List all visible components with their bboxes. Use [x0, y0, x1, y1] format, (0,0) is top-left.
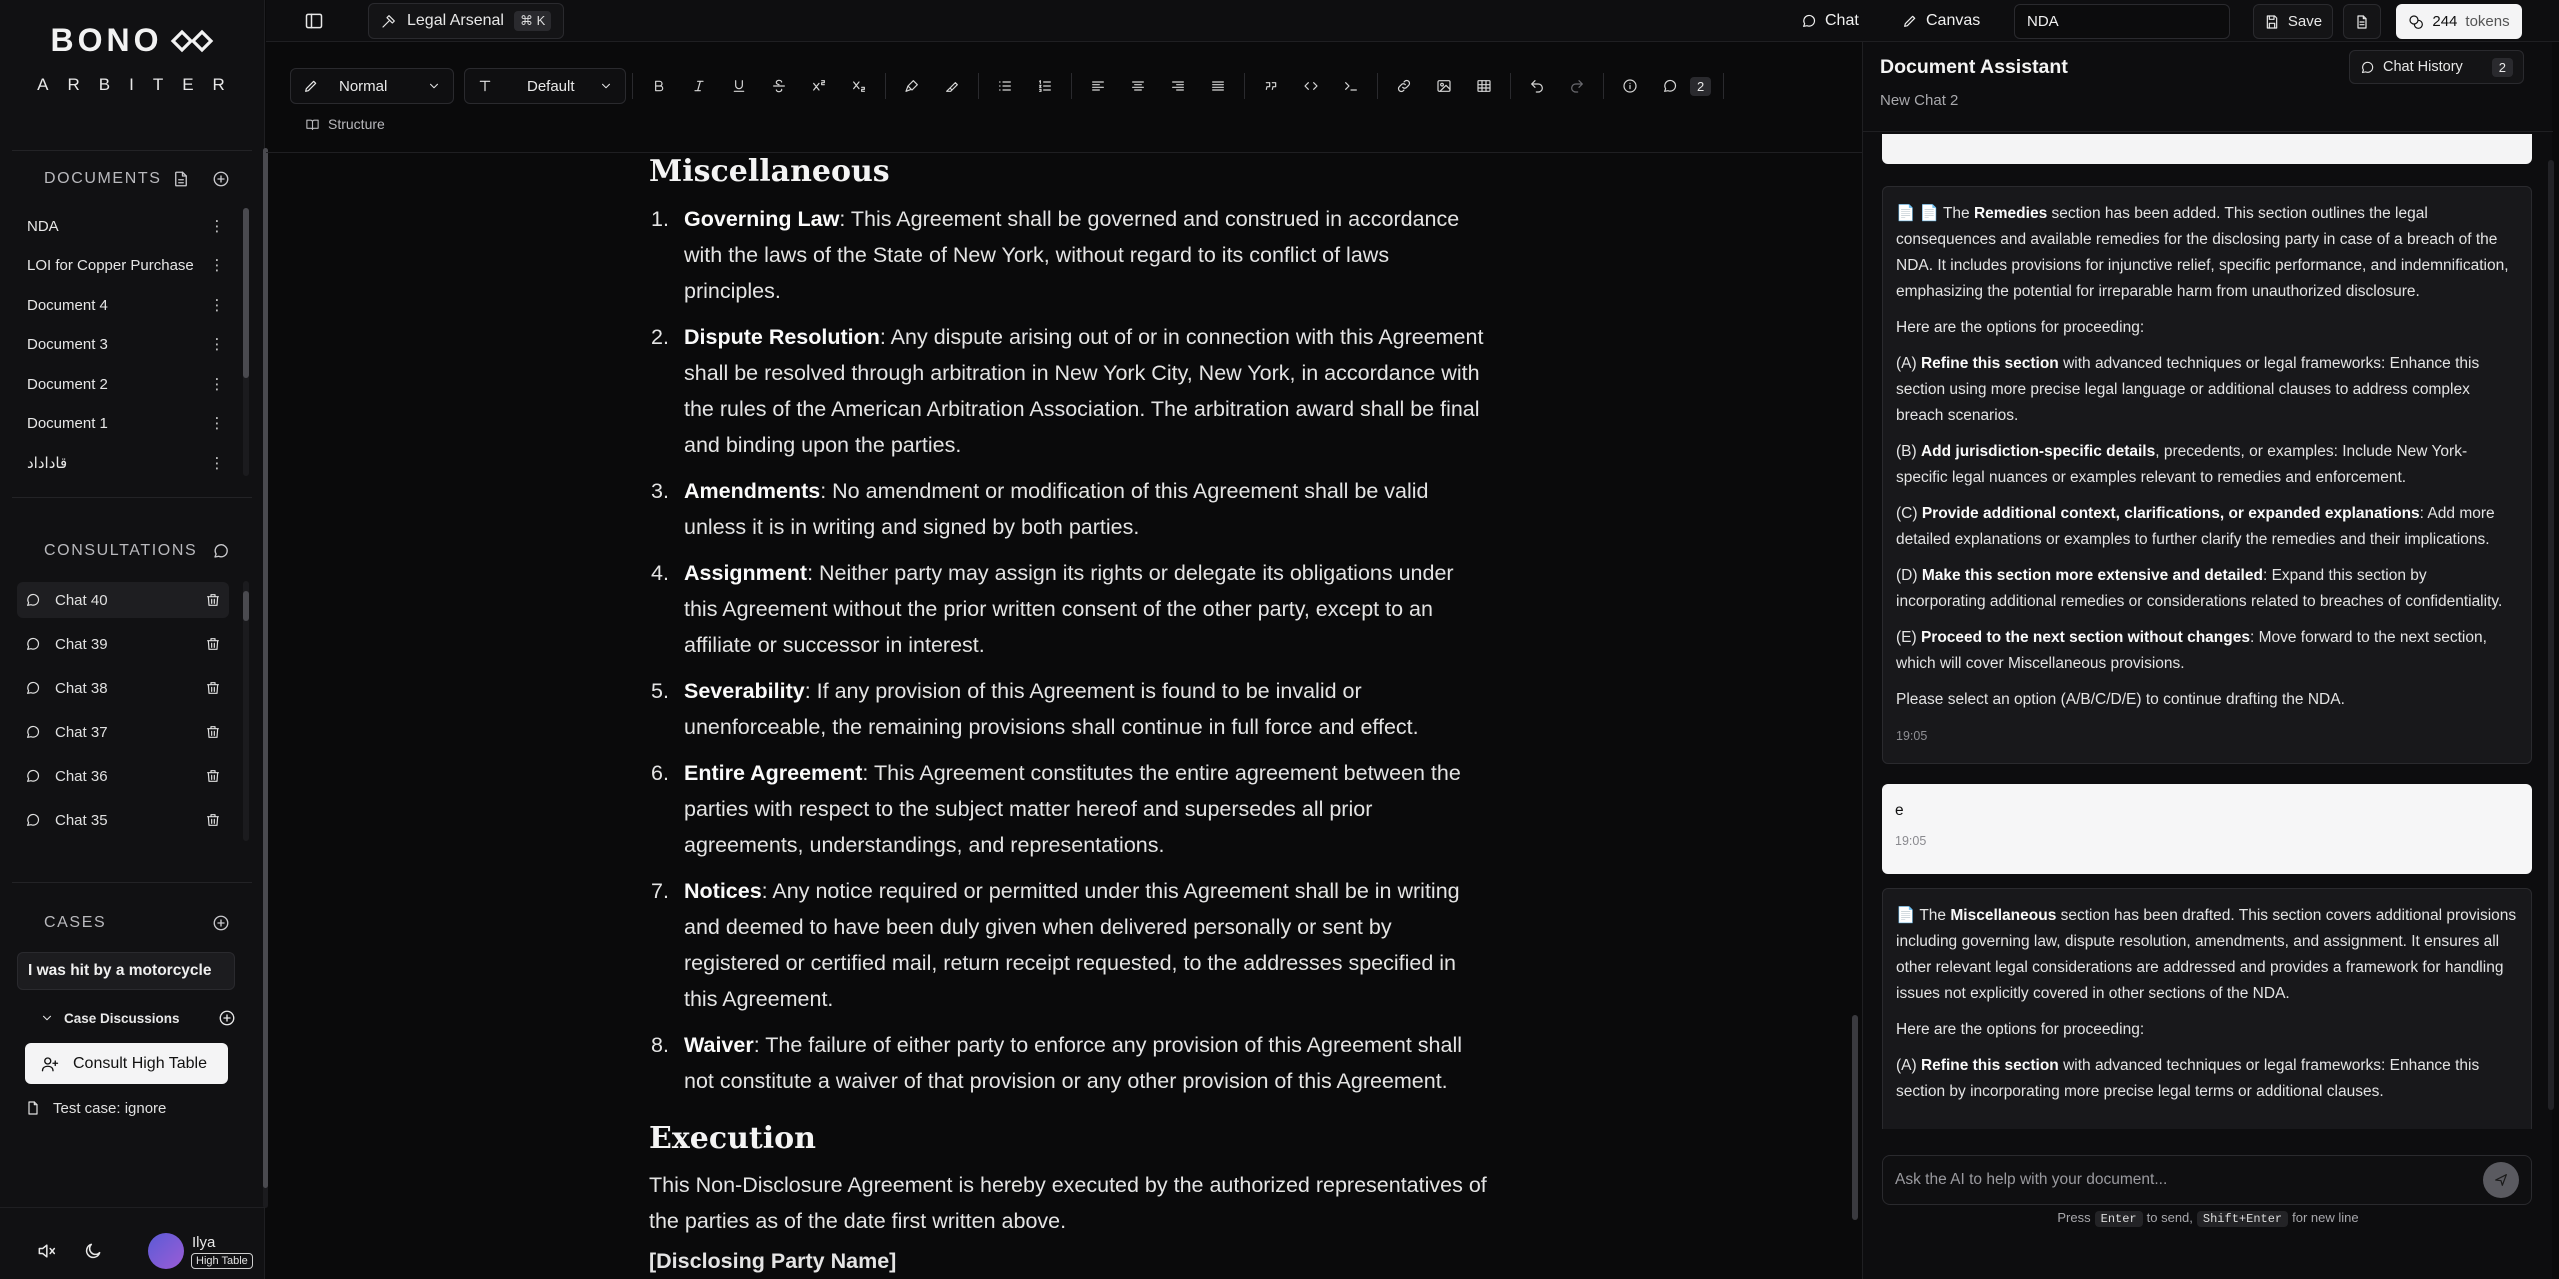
strikethrough-icon	[771, 78, 787, 94]
align-right-icon	[1170, 78, 1186, 94]
superscript-button[interactable]	[799, 68, 839, 104]
more-options-icon[interactable]: ⋮	[209, 218, 225, 235]
cases-header	[0, 906, 250, 940]
new-chat-icon[interactable]	[212, 542, 230, 560]
italic-icon	[691, 78, 707, 94]
document-info-button[interactable]	[2343, 4, 2381, 39]
tokens-button[interactable]	[2396, 4, 2522, 39]
terminal-icon	[1343, 78, 1359, 94]
trash-icon[interactable]	[205, 724, 221, 740]
list-item: 7. Notices: Any notice required or permitted under this Agreement shall be in writing and deemed to have been duly given when delivered personally or sent by registered or certified mail, return receipt requested, to the addresses specified in this Agreement.	[651, 879, 1460, 1011]
info-icon	[1622, 78, 1638, 94]
assistant-scrollbar[interactable]	[2548, 160, 2554, 1110]
toggle-sidebar-icon[interactable]	[304, 11, 324, 31]
highlighter-icon	[944, 78, 960, 94]
bold-button[interactable]	[639, 68, 679, 104]
canvas-mode-label: Canvas	[1926, 12, 1981, 29]
avatar[interactable]	[148, 1233, 184, 1269]
logo-text: BONO	[50, 22, 163, 58]
documents-title: DOCUMENTS	[44, 170, 162, 187]
list-item: 3. Amendments: No amendment or modification of this Agreement shall be valid unless it is in writing and signed by both parties.	[651, 479, 1429, 539]
quote-icon	[1263, 78, 1279, 94]
assistant-input-box[interactable]	[1882, 1155, 2532, 1205]
more-options-icon[interactable]: ⋮	[209, 415, 225, 432]
align-left-icon	[1090, 78, 1106, 94]
logo-chain-icon	[169, 27, 215, 55]
document-icon: 📄	[1896, 907, 1916, 924]
chat-history-button[interactable]	[2349, 50, 2524, 84]
code-button[interactable]	[1291, 68, 1331, 104]
more-options-icon[interactable]: ⋮	[209, 376, 225, 393]
link-button[interactable]	[1384, 68, 1424, 104]
toolbar-separator	[1510, 73, 1511, 99]
assistant-input[interactable]	[1895, 1171, 2483, 1189]
chat-item-label: Chat 40	[55, 591, 108, 609]
chats-scrollbar[interactable]	[243, 581, 249, 841]
case-item-label: I was hit by a motorcycle	[28, 962, 212, 979]
chat-item-label: Chat 37	[55, 723, 108, 741]
top-bar	[266, 0, 2559, 42]
toolbar-separator	[1723, 73, 1724, 99]
case-discussions-label: Case Discussions	[64, 1010, 180, 1026]
document-item-label: قاداداد	[27, 455, 68, 472]
previous-message-card	[1882, 134, 2532, 164]
consultations-header	[0, 534, 250, 568]
type-icon	[477, 78, 493, 94]
comment-icon	[1662, 78, 1678, 94]
underline-icon	[731, 78, 747, 94]
sidebar	[0, 0, 265, 1279]
bullet-list-button[interactable]	[985, 68, 1025, 104]
table-icon	[1476, 78, 1492, 94]
list-item: 6. Entire Agreement: This Agreement constitutes the entire agreement between the parties with respect to the subject matter hereof and supersedes all prior agreements, understandings, and representations.	[651, 761, 1461, 857]
comments-count-badge: 2	[1690, 77, 1711, 96]
document-item-label: Document 2	[27, 375, 108, 393]
send-button[interactable]	[2483, 1162, 2519, 1198]
case-item[interactable]	[17, 952, 235, 990]
undo-icon	[1529, 78, 1545, 94]
table-button[interactable]	[1464, 68, 1504, 104]
chat-item-label: Chat 36	[55, 767, 108, 785]
new-document-icon[interactable]	[172, 170, 190, 188]
document-item-label: LOI for Copper Purchase	[27, 256, 194, 274]
user-message: e 19:05	[1882, 784, 2532, 874]
toolbar-separator	[1603, 73, 1604, 99]
document-body[interactable]	[649, 152, 1489, 1279]
trash-icon[interactable]	[205, 812, 221, 828]
case-discussions-toggle[interactable]	[40, 1003, 230, 1033]
font-family-value: Default	[527, 77, 575, 95]
undo-button[interactable]	[1517, 68, 1557, 104]
add-case-icon[interactable]	[212, 914, 230, 932]
paint-brush-icon	[904, 78, 920, 94]
chevron-down-icon	[599, 79, 613, 93]
chat-bubble-icon	[25, 724, 41, 740]
miscellaneous-list	[649, 201, 1489, 1099]
structure-label: Structure	[328, 116, 385, 132]
section-heading-miscellaneous: Miscellaneous	[649, 154, 890, 189]
image-button[interactable]	[1424, 68, 1464, 104]
execution-paragraph: This Non-Disclosure Agreement is hereby executed by the authorized representatives of the parties as of the date first written above.	[649, 1173, 1487, 1233]
toolbar-separator	[978, 73, 979, 99]
add-discussion-icon[interactable]	[218, 1009, 236, 1027]
book-icon	[305, 117, 320, 132]
highlight-button[interactable]	[932, 68, 972, 104]
mute-icon[interactable]	[36, 1241, 56, 1261]
pencil-icon	[1902, 13, 1918, 29]
message-list	[1863, 132, 2553, 1129]
chat-item-35[interactable]	[17, 802, 229, 838]
chat-bubble-icon	[25, 592, 41, 608]
document-item-2[interactable]	[27, 367, 227, 401]
toolbar-separator	[885, 73, 886, 99]
toolbar-separator	[1377, 73, 1378, 99]
align-center-button[interactable]	[1118, 68, 1158, 104]
add-document-icon[interactable]	[212, 170, 230, 188]
user-plus-icon	[41, 1055, 59, 1073]
structure-toggle[interactable]	[305, 116, 385, 132]
editor-toolbar	[290, 66, 1760, 106]
quote-button[interactable]	[1251, 68, 1291, 104]
assistant-title: Document Assistant	[1880, 56, 2068, 78]
hammer-icon	[381, 13, 397, 29]
more-options-icon[interactable]: ⋮	[209, 257, 225, 274]
chat-item-label: Chat 39	[55, 635, 108, 653]
tokens-count: 244	[2432, 13, 2458, 30]
align-center-icon	[1130, 78, 1146, 94]
subscript-button[interactable]	[839, 68, 879, 104]
list-item: 4. Assignment: Neither party may assign its rights or delegate its obligations under this Agreement without the prior written consent of the other party, except to an affiliate or successor in interest.	[651, 561, 1454, 657]
list-item: 5. Severability: If any provision of this Agreement is found to be invalid or unenforceable, the remaining provisions shall continue in full force and effect.	[651, 679, 1419, 739]
chat-item-37[interactable]	[17, 714, 229, 750]
align-justify-button[interactable]	[1198, 68, 1238, 104]
code-block-button[interactable]	[1331, 68, 1371, 104]
underline-button[interactable]	[719, 68, 759, 104]
align-right-button[interactable]	[1158, 68, 1198, 104]
save-icon	[2264, 14, 2280, 30]
document-assistant-panel	[1862, 42, 2552, 1279]
coins-icon	[2408, 14, 2424, 30]
shortcut-badge: ⌘ K	[514, 11, 551, 31]
consult-high-table-button[interactable]	[25, 1043, 228, 1084]
test-case-item[interactable]	[25, 1092, 235, 1124]
chat-mode-button[interactable]	[1801, 8, 1859, 34]
list-item: 8. Waiver: The failure of either party to enforce any provision of this Agreement shall not constitute a waiver of that provision or any other provision of this Agreement.	[651, 1033, 1463, 1093]
document-item-label: Document 1	[27, 414, 108, 432]
document-item-label: NDA	[27, 217, 59, 235]
consultations-title: CONSULTATIONS	[44, 542, 198, 559]
italic-button[interactable]	[679, 68, 719, 104]
superscript-icon	[811, 78, 827, 94]
document-icon: 📄 📄	[1896, 205, 1939, 222]
save-label: Save	[2287, 13, 2323, 30]
document-item-4[interactable]	[27, 288, 227, 322]
moon-icon[interactable]	[83, 1241, 103, 1261]
chat-mode-label: Chat	[1825, 12, 1859, 29]
user-name: Ilya	[192, 1234, 216, 1251]
test-case-label: Test case: ignore	[53, 1099, 167, 1117]
chat-item-36[interactable]	[17, 758, 229, 794]
more-options-icon[interactable]: ⋮	[209, 297, 225, 314]
send-icon	[2493, 1172, 2509, 1188]
chat-item-39[interactable]	[17, 626, 229, 662]
divider	[12, 150, 252, 151]
toolbar-separator	[1244, 73, 1245, 99]
message-timestamp: 19:05	[1896, 729, 1928, 743]
trash-icon[interactable]	[205, 680, 221, 696]
trash-icon[interactable]	[205, 592, 221, 608]
chat-bubble-icon	[25, 680, 41, 696]
list-item: 2. Dispute Resolution: Any dispute arising out of or in connection with this Agreement shall be resolved through arbitration in New York City, New York, in accordance with the rules of the American Arbitration Association. The arbitration award shall be final and binding upon the parties.	[651, 325, 1484, 457]
legal-arsenal-label: Legal Arsenal	[407, 12, 504, 29]
paragraph-style-value: Normal	[339, 77, 388, 95]
document-name-input[interactable]	[2014, 4, 2230, 39]
more-options-icon[interactable]: ⋮	[209, 455, 225, 472]
bullet-list-icon	[997, 78, 1013, 94]
trash-icon[interactable]	[205, 768, 221, 784]
redo-button[interactable]	[1557, 68, 1597, 104]
assistant-subtitle: New Chat 2	[1880, 92, 1959, 109]
strikethrough-button[interactable]	[759, 68, 799, 104]
editor-scrollbar[interactable]	[1852, 1015, 1858, 1220]
document-item-arabic[interactable]	[27, 446, 227, 480]
chat-history-count: 2	[2492, 58, 2513, 77]
chat-item-40[interactable]	[17, 582, 229, 618]
text-color-button[interactable]	[892, 68, 932, 104]
document-item-3[interactable]	[27, 327, 227, 361]
link-icon	[1396, 78, 1412, 94]
input-hint: Press Enter to send, Shift+Enter for new line	[2057, 1210, 2359, 1226]
align-left-button[interactable]	[1078, 68, 1118, 104]
legal-arsenal-button[interactable]	[368, 3, 564, 39]
user-plan-badge: High Table	[191, 1253, 253, 1269]
chevron-down-icon	[427, 79, 441, 93]
section-heading-execution: Execution	[649, 1121, 816, 1156]
chat-history-label: Chat History	[2383, 59, 2463, 75]
info-button[interactable]	[1610, 68, 1650, 104]
divider	[12, 882, 252, 883]
subscript-icon	[851, 78, 867, 94]
list-item: 1. Governing Law: This Agreement shall be governed and construed in accordance with the laws of the State of New York, without regard to its conflict of laws principles.	[651, 207, 1460, 303]
divider	[12, 497, 252, 498]
comments-button[interactable]	[1650, 68, 1690, 104]
assistant-message: 📄 The Miscellaneous section has been drafted. This section covers additional provisions including governing law, dispute resolution, amendments, and assignment. It ensures all other relevant legal considerations are addressed and provides a framework for handling issues not explicitly covered in other sections of the NDA. Here are the options for proceeding: (A) Refine this section with advanced techniques or legal frameworks: Enhance this section by incorporating more precise legal terms or additional clauses.	[1882, 888, 2532, 1129]
numbered-list-button[interactable]	[1025, 68, 1065, 104]
trash-icon[interactable]	[205, 636, 221, 652]
logo-subtitle: ARBITER	[37, 75, 244, 94]
code-icon	[1303, 78, 1319, 94]
canvas-mode-button[interactable]	[1902, 8, 1980, 34]
assistant-message: 📄 📄 The Remedies section has been added. This section outlines the legal consequences and available remedies for the disclosing party in case of a breach of the NDA. It includes provisions for injunctive relief, specific performance, and indemnification, emphasizing the potential for irreparable harm from unauthorized disclosure. Here are the options for proceeding: (A) Refine this section with advanced techniques or legal frameworks: Enhance this section using more precise legal language or additional clauses to address complex breach scenarios. (B) Add jurisdiction-specific details, precedents, or examples: Include New York-specific legal nuances or examples relevant to remedies and enforcement. (C) Provide additional context, clarifications, or expanded explanations: Add more detailed explanations or examples to further clarify the remedies and their implications. (D) Make this section more extensive and detailed: Expand this section by incorporating additional remedies or considerations related to breaches of confidentiality. (E) Proceed to the next section without changes: Move forward to the next section, which will cover Miscellaneous provisions. Please select an option (A/B/C/D/E) to continue drafting the NDA. 19:05	[1882, 186, 2532, 764]
documents-header	[0, 162, 250, 196]
chat-item-38[interactable]	[17, 670, 229, 706]
consult-button-label: Consult High Table	[73, 1054, 208, 1072]
numbered-list-icon	[1037, 78, 1053, 94]
chat-bubble-icon	[2360, 60, 2375, 75]
tokens-label: tokens	[2465, 13, 2510, 30]
document-item-label: Document 3	[27, 335, 108, 353]
chat-item-label: Chat 35	[55, 811, 108, 829]
bold-icon	[651, 78, 667, 94]
document-item-1[interactable]	[27, 406, 227, 440]
chat-bubble-icon	[25, 636, 41, 652]
document-item-label: Document 4	[27, 296, 108, 314]
document-icon	[2354, 14, 2370, 30]
document-item-loi[interactable]	[27, 248, 227, 282]
toolbar-separator	[632, 73, 633, 99]
cases-title: CASES	[44, 914, 107, 931]
document-icon	[25, 1100, 41, 1116]
sidebar-scrollbar[interactable]	[263, 148, 268, 1208]
documents-scrollbar[interactable]	[243, 208, 249, 476]
pencil-icon	[303, 78, 319, 94]
image-icon	[1436, 78, 1452, 94]
document-item-nda[interactable]	[27, 209, 227, 243]
chat-bubble-icon	[25, 768, 41, 784]
more-options-icon[interactable]: ⋮	[209, 336, 225, 353]
chat-bubble-icon	[1801, 13, 1817, 29]
message-timestamp: 19:05	[1895, 834, 1927, 848]
logo[interactable]	[0, 22, 265, 95]
redo-icon	[1569, 78, 1585, 94]
font-family-select[interactable]	[464, 68, 626, 104]
toolbar-separator	[1071, 73, 1072, 99]
chevron-down-icon	[40, 1011, 54, 1025]
align-justify-icon	[1210, 78, 1226, 94]
party-name-line: [Disclosing Party Name]	[649, 1249, 897, 1273]
chat-item-label: Chat 38	[55, 679, 108, 697]
save-button[interactable]	[2253, 4, 2333, 39]
chat-bubble-icon	[25, 812, 41, 828]
paragraph-style-select[interactable]	[290, 68, 454, 104]
